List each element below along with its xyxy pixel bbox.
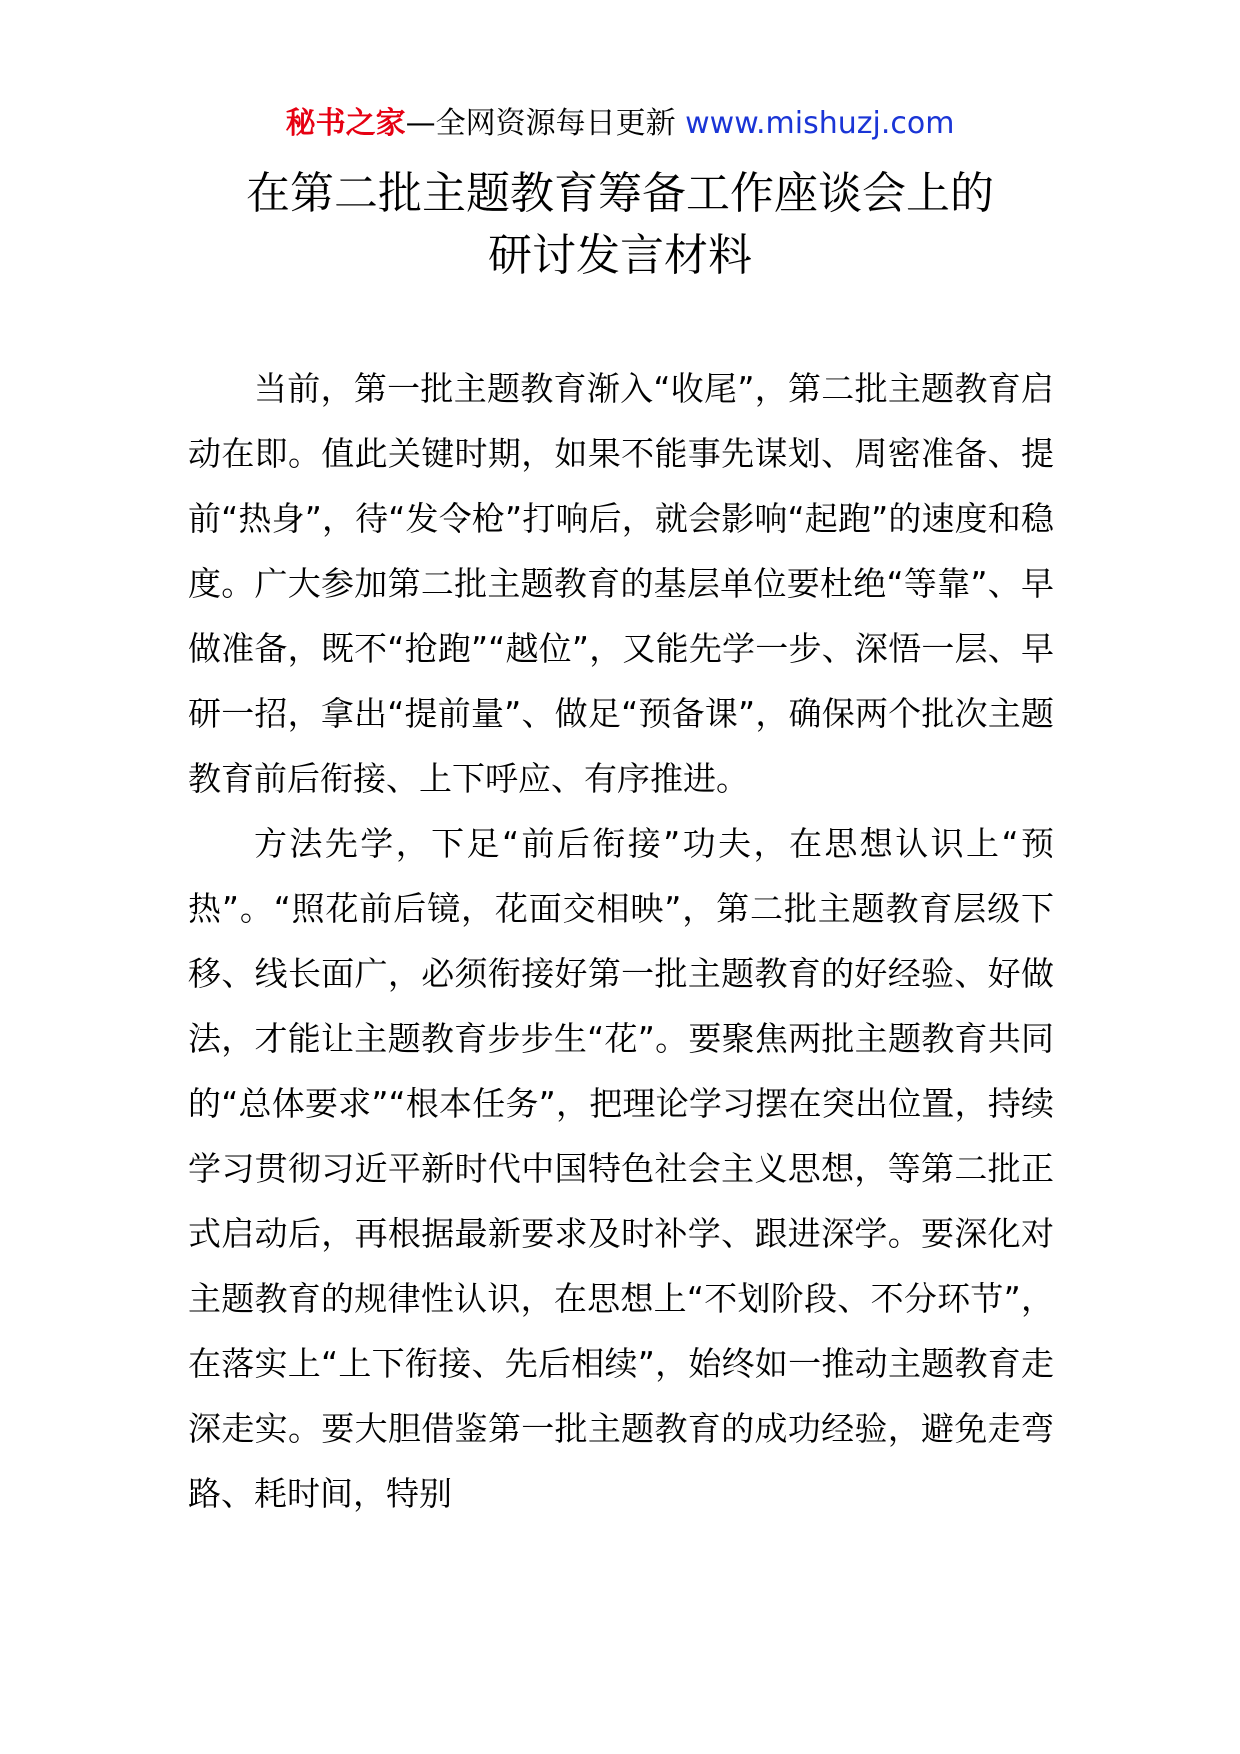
site-name: 秘书之家 [285, 106, 406, 141]
site-tagline: —全网资源每日更新 [405, 106, 686, 141]
paragraph-1: 当前，第一批主题教育渐入“收尾”，第二批主题教育启动在即。值此关键时期，如果不能事先谋划、周密准备、提前“热身”，待“发令枪”打响后，就会影响“起跑”的速度和稳度。广大参加第二批主题教育的基层单位要杜绝“等靠”、早做准备，既不“抢跑”“越位”，又能先学一步、深悟一层、早研一招，拿出“提前量”、做足“预备课”，确保两个批次主题教育前后衔接、上下呼应、有序推进。 [188, 369, 1054, 798]
site-header [0, 104, 1240, 144]
site-url-link[interactable]: www.mishuzj.com [685, 106, 955, 141]
document-title-line-1: 在第二批主题教育筹备工作座谈会上的 [246, 168, 994, 219]
document-title-line-2: 研讨发言材料 [488, 230, 752, 281]
document-title [0, 163, 1240, 287]
paragraph-2: 方法先学，下足“前后衔接”功夫，在思想认识上“预热”。“照花前后镜，花面交相映”，第二批主题教育层级下移、线长面广，必须衔接好第一批主题教育的好经验、好做法，才能让主题教育步步生“花”。要聚焦两批主题教育共同的“总体要求”“根本任务”，把理论学习摆在突出位置，持续学习贯彻习近平新时代中国特色社会主义思想，等第二批正式启动后，再根据最新要求及时补学、跟进深学。要深化对主题教育的规律性认识，在思想上“不划阶段、不分环节”，在落实上“上下衔接、先后相续”，始终如一推动主题教育走深走实。要大胆借鉴第一批主题教育的成功经验，避免走弯路、耗时间，特别 [188, 824, 1054, 1513]
document-body [188, 356, 1054, 1526]
